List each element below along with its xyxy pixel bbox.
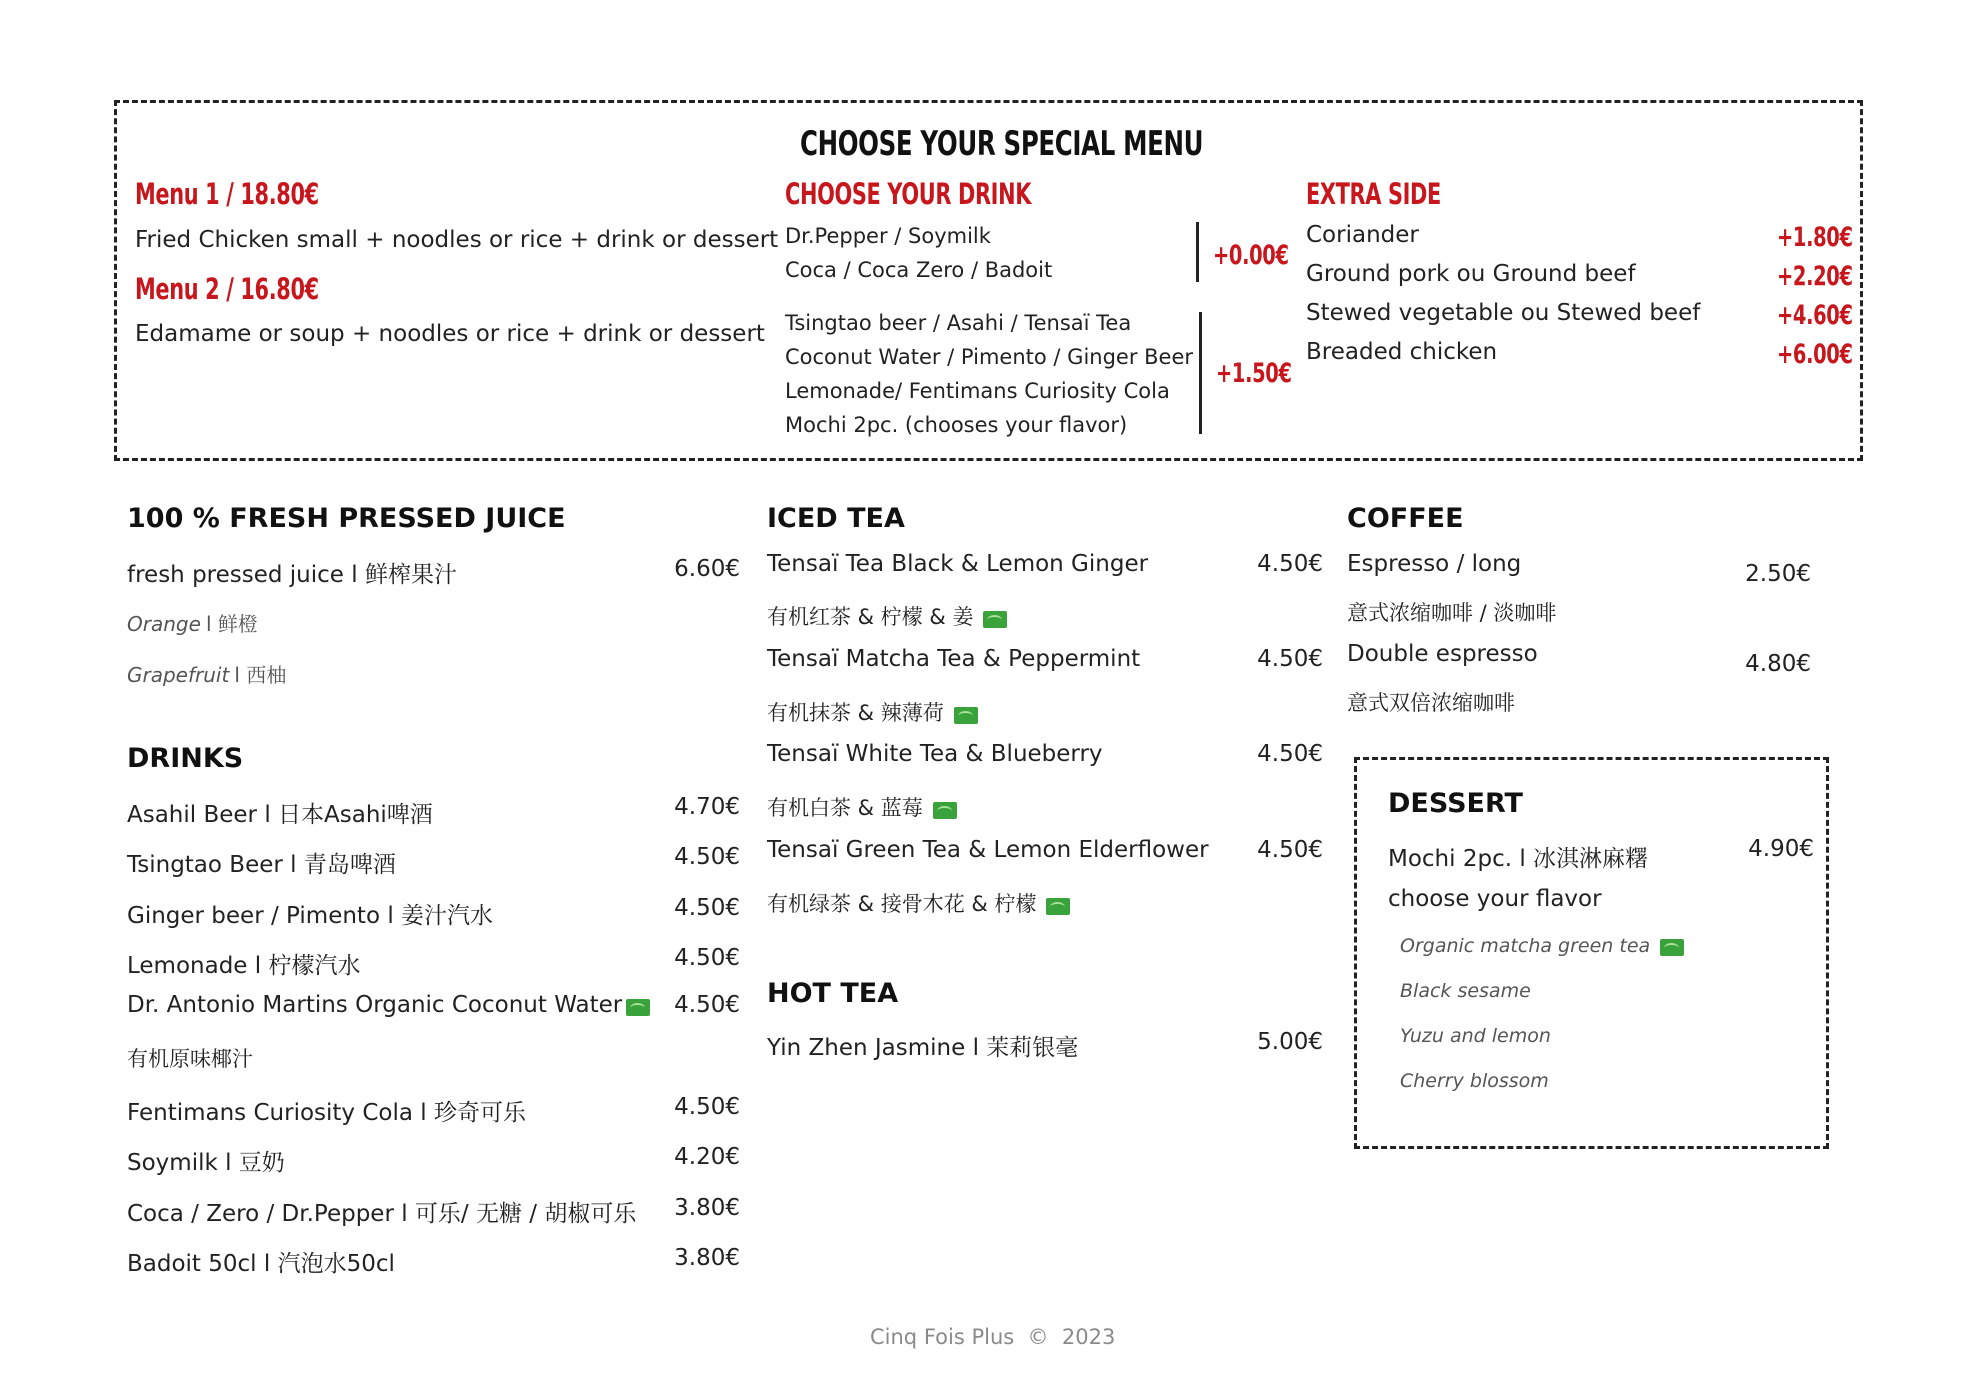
- juice-option-cn: l 西柚: [234, 663, 287, 687]
- drink-name: Dr. Antonio Martins Organic Coconut Water: [127, 992, 623, 1018]
- drink-price: 4.50€: [674, 992, 740, 1018]
- juice-heading: 100 % FRESH PRESSED JUICE: [127, 503, 566, 534]
- iced-tea-cn-row: [767, 888, 1070, 918]
- extra-name: Stewed vegetable ou Stewed beef: [1306, 300, 1701, 326]
- iced-tea-cn-row: [767, 792, 957, 822]
- iced-tea-name: Tensaï Tea Black & Lemon Ginger: [767, 551, 1149, 577]
- organic-leaf-icon: [983, 611, 1007, 628]
- extra-side-title: EXTRA SIDE: [1306, 177, 1441, 211]
- coffee-price: 4.80€: [1745, 651, 1811, 677]
- dessert-item: Mochi 2pc. l 冰淇淋麻糬: [1388, 846, 1649, 872]
- drink-name: Tsingtao Beer l 青岛啤酒: [127, 852, 396, 878]
- drink-price: 4.50€: [674, 1094, 740, 1120]
- drink-group1-line2: Coca / Coca Zero / Badoit: [785, 258, 1053, 282]
- juice-price: 6.60€: [674, 556, 740, 582]
- drink-name: Lemonade l 柠檬汽水: [127, 953, 361, 979]
- drink-group2-bar: [1199, 312, 1202, 434]
- drink-name-cn: 有机原味椰汁: [127, 1047, 253, 1071]
- iced-tea-price: 4.50€: [1257, 646, 1323, 672]
- organic-leaf-icon: [954, 707, 978, 724]
- coffee-name: Double espresso: [1347, 641, 1538, 667]
- drink-row-organic: [127, 992, 650, 1018]
- coffee-cn: 意式浓缩咖啡 / 淡咖啡: [1347, 601, 1557, 625]
- hot-tea-price: 5.00€: [1257, 1029, 1323, 1055]
- iced-tea-heading: ICED TEA: [767, 503, 905, 534]
- drink-name: Asahil Beer l 日本Asahi啤酒: [127, 802, 433, 828]
- juice-option-name: Grapefruit: [127, 663, 230, 687]
- iced-tea-price: 4.50€: [1257, 837, 1323, 863]
- iced-tea-cn: 有机白茶 & 蓝莓: [767, 796, 923, 820]
- dessert-subtitle: choose your flavor: [1388, 886, 1602, 912]
- menu2-description: Edamame or soup + noodles or rice + drink or dessert: [135, 321, 765, 347]
- organic-leaf-icon: [1660, 939, 1684, 956]
- iced-tea-cn: 有机抹茶 & 辣薄荷: [767, 701, 944, 725]
- iced-tea-cn-row: [767, 697, 978, 727]
- menu1-title: Menu 1 / 18.80€: [135, 177, 319, 211]
- extra-price: +4.60€: [1777, 300, 1853, 331]
- organic-leaf-icon: [933, 802, 957, 819]
- dessert-flavor-name: Organic matcha green tea: [1400, 935, 1651, 957]
- iced-tea-cn: 有机红茶 & 柠檬 & 姜: [767, 605, 974, 629]
- extra-name: Coriander: [1306, 222, 1419, 248]
- footer-copyright: Cinq Fois Plus © 2023: [870, 1325, 1116, 1349]
- drink-name: Badoit 50cl l 汽泡水50cl: [127, 1251, 395, 1277]
- iced-tea-name: Tensaï Green Tea & Lemon Elderflower: [767, 837, 1209, 863]
- extra-name: Ground pork ou Ground beef: [1306, 261, 1636, 287]
- dessert-heading: DESSERT: [1388, 788, 1523, 819]
- coffee-price: 2.50€: [1745, 561, 1811, 587]
- dessert-flavor: Black sesame: [1400, 980, 1531, 1002]
- iced-tea-name: Tensaï Matcha Tea & Peppermint: [767, 646, 1141, 672]
- drinks-heading: DRINKS: [127, 743, 244, 774]
- juice-option: [127, 659, 286, 688]
- dessert-price: 4.90€: [1748, 836, 1814, 862]
- coffee-name: Espresso / long: [1347, 551, 1522, 577]
- dessert-flavor: Yuzu and lemon: [1400, 1025, 1551, 1047]
- hot-tea-heading: HOT TEA: [767, 978, 899, 1009]
- drink-group1-price: +0.00€: [1213, 240, 1289, 271]
- hot-tea-name: Yin Zhen Jasmine l 茉莉银毫: [767, 1035, 1079, 1061]
- iced-tea-name: Tensaï White Tea & Blueberry: [767, 741, 1103, 767]
- iced-tea-cn-row: [767, 601, 1007, 631]
- drink-name: Soymilk l 豆奶: [127, 1150, 285, 1176]
- choose-drink-title: CHOOSE YOUR DRINK: [785, 177, 1032, 211]
- drink-price: 3.80€: [674, 1245, 740, 1271]
- dessert-flavor: [1400, 935, 1684, 957]
- drink-price: 3.80€: [674, 1195, 740, 1221]
- special-menu-title: CHOOSE YOUR SPECIAL MENU: [800, 124, 1204, 164]
- drink-group2-line2: Coconut Water / Pimento / Ginger Beer: [785, 345, 1194, 369]
- drink-price: 4.50€: [674, 844, 740, 870]
- drink-name: Fentimans Curiosity Cola l 珍奇可乐: [127, 1100, 526, 1126]
- dessert-flavor: Cherry blossom: [1400, 1070, 1549, 1092]
- drink-group1-bar: [1196, 222, 1199, 282]
- drink-price: 4.20€: [674, 1144, 740, 1170]
- drink-group2-price: +1.50€: [1216, 358, 1292, 389]
- juice-option-cn: l 鲜橙: [206, 612, 258, 636]
- drink-price: 4.50€: [674, 945, 740, 971]
- extra-price: +1.80€: [1777, 222, 1853, 253]
- coffee-cn: 意式双倍浓缩咖啡: [1347, 691, 1515, 715]
- drink-price: 4.50€: [674, 895, 740, 921]
- drink-group2-line4: Mochi 2pc. (chooses your flavor): [785, 413, 1128, 437]
- menu1-description: Fried Chicken small + noodles or rice + drink or dessert: [135, 227, 779, 253]
- drink-group2-line3: Lemonade/ Fentimans Curiosity Cola: [785, 379, 1170, 403]
- extra-name: Breaded chicken: [1306, 339, 1498, 365]
- iced-tea-cn: 有机绿茶 & 接骨木花 & 柠檬: [767, 892, 1037, 916]
- drink-name: Coca / Zero / Dr.Pepper l 可乐/ 无糖 / 胡椒可乐: [127, 1201, 637, 1227]
- iced-tea-price: 4.50€: [1257, 741, 1323, 767]
- drink-name: Ginger beer / Pimento l 姜汁汽水: [127, 903, 494, 929]
- organic-leaf-icon: [1046, 898, 1070, 915]
- juice-item: fresh pressed juice l 鲜榨果汁: [127, 562, 457, 588]
- menu2-title: Menu 2 / 16.80€: [135, 272, 319, 306]
- drink-price: 4.70€: [674, 794, 740, 820]
- drink-group2-line1: Tsingtao beer / Asahi / Tensaï Tea: [785, 311, 1132, 335]
- iced-tea-price: 4.50€: [1257, 551, 1323, 577]
- extra-price: +6.00€: [1777, 339, 1853, 370]
- juice-option-name: Orange: [127, 612, 201, 636]
- drink-group1-line1: Dr.Pepper / Soymilk: [785, 224, 991, 248]
- extra-price: +2.20€: [1777, 261, 1853, 292]
- coffee-heading: COFFEE: [1347, 503, 1464, 534]
- juice-option: [127, 608, 258, 637]
